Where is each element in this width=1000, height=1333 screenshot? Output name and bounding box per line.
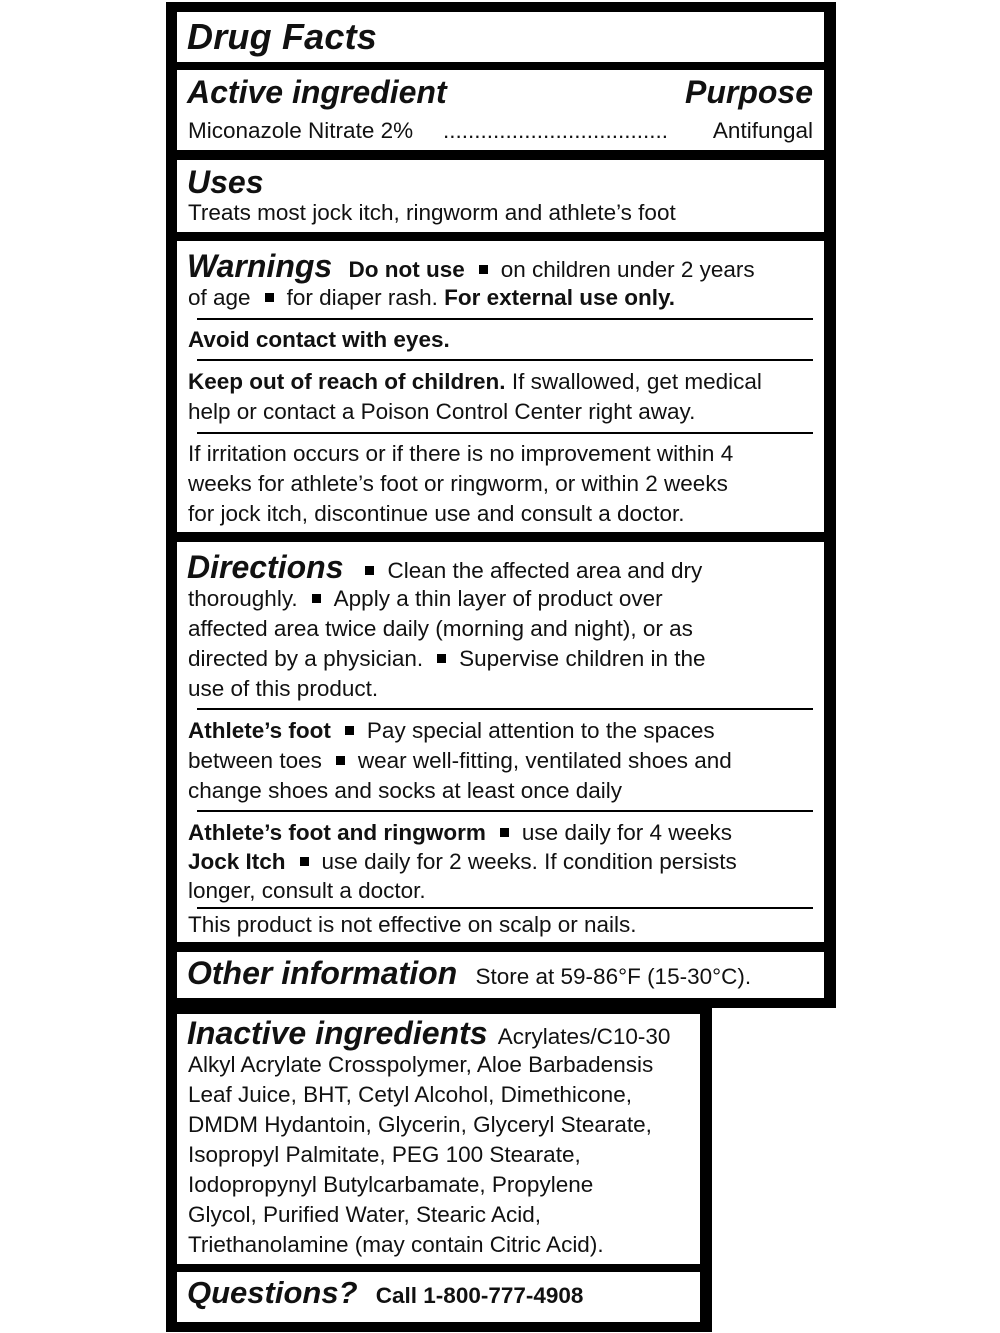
keep-out-label: Keep out of reach of children. [188,369,506,394]
bullet-icon [345,726,354,735]
warnings-line-1 [187,248,755,285]
divider [197,907,813,909]
active-ingredient-heading: Active ingredient [187,74,447,110]
avoid-eyes-text: Avoid contact with eyes. [188,327,450,352]
bullet-icon [336,756,345,765]
athletes-item-1b: between toes [188,748,322,773]
inactive-ingredients-heading: Inactive ingredients [187,1015,488,1051]
divider [197,359,813,361]
jock-itch-label: Jock Itch [188,849,286,874]
other-information-text: Store at 59-86°F (15-30°C). [475,964,752,989]
active-ingredient-name: Miconazole Nitrate 2% [188,118,414,143]
external-use-only: For external use only. [444,285,676,310]
inactive-line: Alkyl Acrylate Crosspolymer, Aloe Barbadensis [188,1052,654,1077]
direction-3b: use of this product. [188,676,379,701]
divider [197,708,813,710]
title-panel [177,12,824,62]
warnings-heading: Warnings [187,248,333,284]
warnings-panel [177,241,824,532]
active-ingredient-panel [177,70,824,150]
other-information-line [187,955,752,992]
bullet-icon [437,654,446,663]
direction-1: Clean the affected area and dry [387,558,703,583]
other-information-heading: Other information [187,955,458,991]
purpose-heading: Purpose [684,74,813,110]
athletes-line-1 [188,716,715,746]
athletes-item-2: wear well-fitting, ventilated shoes and [357,748,732,773]
questions-phone: Call 1-800-777-4908 [375,1283,584,1308]
scalp-text: This product is not effective on scalp or nails. [188,912,637,937]
jock-itch-text-b: longer, consult a doctor. [188,878,426,903]
drug-facts-title: Drug Facts [187,16,378,57]
swallowed-text-1: If swallowed, get medical [511,369,762,394]
inactive-ingredients-panel [177,1014,700,1264]
ringworm-label: Athlete’s foot and ringworm [188,820,486,845]
inactive-line-1 [187,1015,671,1052]
questions-panel [177,1272,700,1322]
swallowed-text-2: help or contact a Poison Control Center right away. [188,399,696,424]
bullet-icon [479,265,488,274]
ringworm-line [188,818,732,848]
questions-heading: Questions? [187,1275,358,1310]
athletes-line-2 [188,746,732,776]
directions-panel [177,542,824,942]
athletes-foot-label: Athlete’s foot [188,718,331,743]
uses-text: Treats most jock itch, ringworm and athlete’s foot [188,200,676,225]
bullet-icon [265,293,274,302]
irritation-line-3: for jock itch, discontinue use and consult a doctor. [188,501,685,526]
inactive-line: Isopropyl Palmitate, PEG 100 Stearate, [188,1142,581,1167]
directions-heading: Directions [187,549,344,585]
uses-heading: Uses [187,164,264,200]
leader-dots: .................................... [443,118,669,143]
do-not-use-label: Do not use [348,257,465,282]
direction-2: Apply a thin layer of product over [333,586,663,611]
direction-1b: thoroughly. [188,586,298,611]
ringworm-text: use daily for 4 weeks [521,820,733,845]
bullet-icon [312,594,321,603]
directions-line-4 [188,644,706,674]
questions-line [187,1275,584,1311]
uses-panel [177,160,824,232]
directions-line-2 [188,584,663,614]
bullet-icon [365,566,374,575]
inactive-line-1-rest: Acrylates/C10-30 [497,1024,671,1049]
jock-itch-line [188,847,737,877]
divider [197,318,813,320]
directions-line-1 [187,549,703,586]
inactive-line: Triethanolamine (may contain Citric Acid). [188,1232,604,1257]
irritation-line-1: If irritation occurs or if there is no improvement within 4 [188,441,734,466]
inactive-line: DMDM Hydantoin, Glycerin, Glyceryl Stearate, [188,1112,652,1137]
irritation-line-2: weeks for athlete’s foot or ringworm, or within 2 weeks [188,471,728,496]
inactive-line: Iodopropynyl Butylcarbamate, Propylene [188,1172,594,1197]
warning-item-1: on children under 2 years [500,257,755,282]
direction-2b: affected area twice daily (morning and night), or as [188,616,693,641]
bullet-icon [300,857,309,866]
inactive-line: Leaf Juice, BHT, Cetyl Alcohol, Dimethicone, [188,1082,632,1107]
purpose-value: Antifungal [712,118,813,143]
divider [197,432,813,434]
athletes-item-1: Pay special attention to the spaces [366,718,715,743]
direction-3: Supervise children in the [459,646,706,671]
keep-out-line-1 [188,367,762,397]
warnings-line-2 [188,283,675,313]
divider [197,810,813,812]
athletes-item-2b: change shoes and socks at least once daily [188,778,623,803]
bullet-icon [500,828,509,837]
other-information-panel [177,952,824,998]
inactive-line: Glycol, Purified Water, Stearic Acid, [188,1202,542,1227]
warning-item-2: for diaper rash. [286,285,438,310]
direction-2c: directed by a physician. [188,646,424,671]
jock-itch-text: use daily for 2 weeks. If condition persists [321,849,737,874]
warning-line2-start: of age [188,285,251,310]
